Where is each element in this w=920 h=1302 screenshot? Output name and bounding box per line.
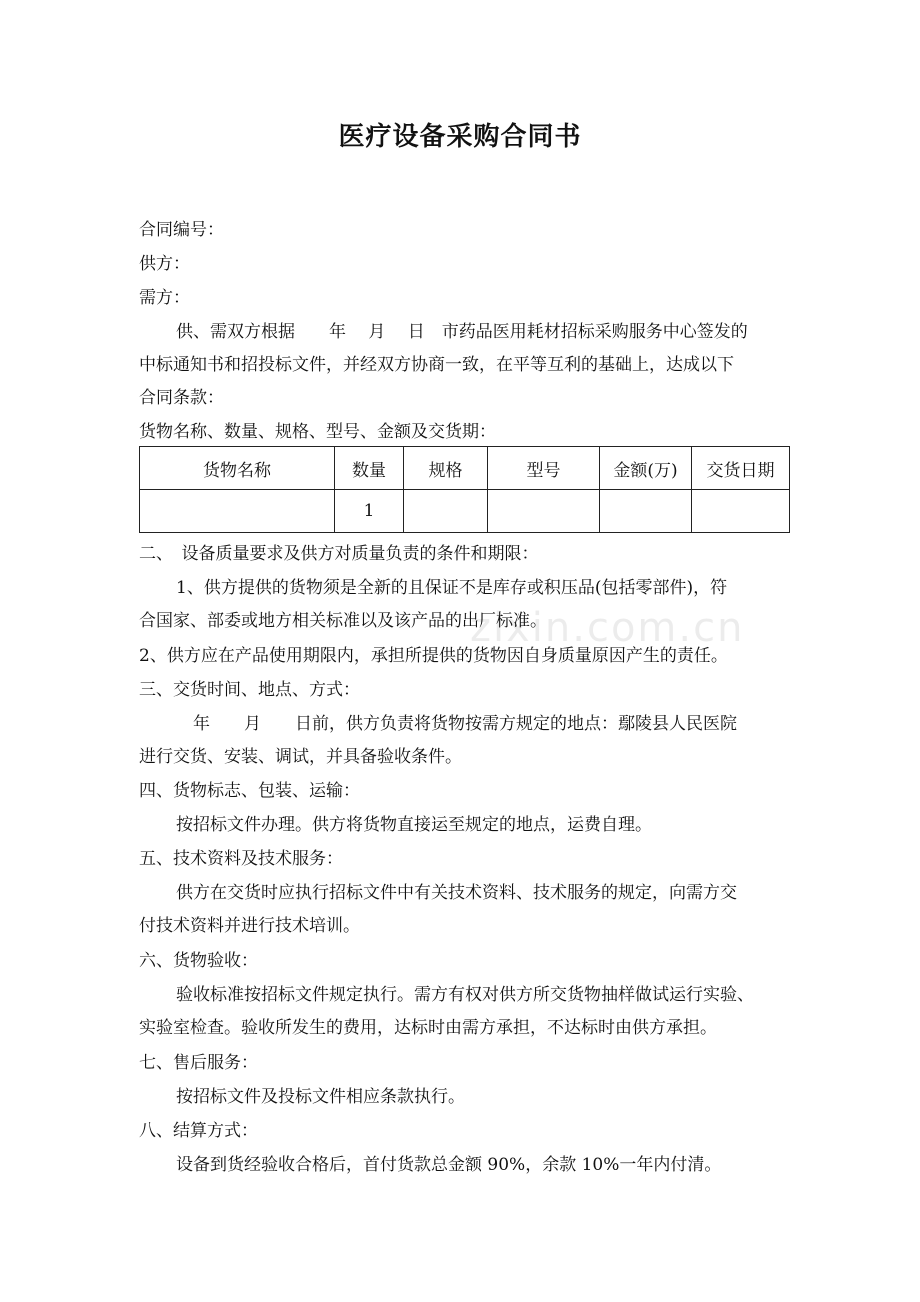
section-5-paragraph-1b: 付技术资料并进行技术培训。: [139, 916, 360, 936]
section-2-paragraph-1a: 1、供方提供的货物须是全新的且保证不是库存或积压品(包括零部件)，符: [176, 578, 728, 598]
section-6-title: 六、货物验收：: [139, 951, 258, 971]
section-2-title: 二、 设备质量要求及供方对质量负责的条件和期限：: [139, 544, 539, 564]
document-title: 医疗设备采购合同书: [338, 122, 582, 152]
section-3-paragraph-1a: 年 月 日前，供方负责将货物按需方规定的地点：鄢陵县人民医院: [176, 714, 737, 734]
section-4-paragraph-1: 按招标文件办理。供方将货物直接运至规定的地点，运费自理。: [176, 815, 652, 835]
contract-number-label: 合同编号：: [139, 220, 224, 240]
section-8-title: 八、结算方式：: [139, 1121, 258, 1141]
section-5-title: 五、技术资料及技术服务：: [139, 849, 343, 869]
section-6-paragraph-1a: 验收标准按招标文件规定执行。需方有权对供方所交货物抽样做试运行实验、: [176, 985, 754, 1005]
cell-spec: [404, 490, 488, 533]
cell-delivery-date: [692, 490, 790, 533]
section-2-paragraph-1b: 合国家、部委或地方相关标准以及该产品的出厂标准。: [139, 611, 547, 631]
section-2-paragraph-2: 2、供方应在产品使用期限内，承担所提供的货物因自身质量原因产生的责任。: [139, 646, 728, 666]
intro-line-2: 中标通知书和招投标文件，并经双方协商一致，在平等互利的基础上，达成以下: [139, 355, 734, 375]
section-7-paragraph-1: 按招标文件及投标文件相应条款执行。: [176, 1087, 465, 1107]
cell-amount: [600, 490, 692, 533]
intro-line-3: 合同条款：: [139, 388, 224, 408]
supplier-label: 供方：: [139, 254, 190, 274]
goods-table: [139, 446, 790, 533]
section-3-paragraph-1b: 进行交货、安装、调试，并具备验收条件。: [139, 747, 462, 767]
header-model: 型号: [488, 447, 600, 490]
header-amount: 金额(万): [600, 447, 692, 490]
cell-model: [488, 490, 600, 533]
intro-line-1: 供、需双方根据 年 月 日 市药品医用耗材招标采购服务中心签发的: [176, 322, 748, 342]
header-spec: 规格: [404, 447, 488, 490]
cell-goods-name: [140, 490, 335, 533]
section-5-paragraph-1a: 供方在交货时应执行招标文件中有关技术资料、技术服务的规定，向需方交: [176, 883, 737, 903]
section-8-paragraph-1: 设备到货经验收合格后，首付货款总金额 90%，余款 10%一年内付清。: [176, 1155, 722, 1175]
goods-heading: 货物名称、数量、规格、型号、金额及交货期：: [139, 422, 496, 442]
table-row: [140, 490, 790, 533]
header-goods-name: 货物名称: [140, 447, 335, 490]
table-header-row: [140, 447, 790, 490]
header-delivery-date: 交货日期: [692, 447, 790, 490]
section-7-title: 七、售后服务：: [139, 1053, 258, 1073]
section-6-paragraph-1b: 实验室检查。验收所发生的费用，达标时由需方承担，不达标时由供方承担。: [139, 1018, 717, 1038]
header-quantity: 数量: [335, 447, 404, 490]
cell-quantity: 1: [335, 490, 404, 533]
section-4-title: 四、货物标志、包装、运输：: [139, 781, 360, 801]
section-3-title: 三、交货时间、地点、方式：: [139, 680, 360, 700]
watermark-text: zixin.com.cn: [470, 605, 745, 651]
buyer-label: 需方：: [139, 288, 190, 308]
